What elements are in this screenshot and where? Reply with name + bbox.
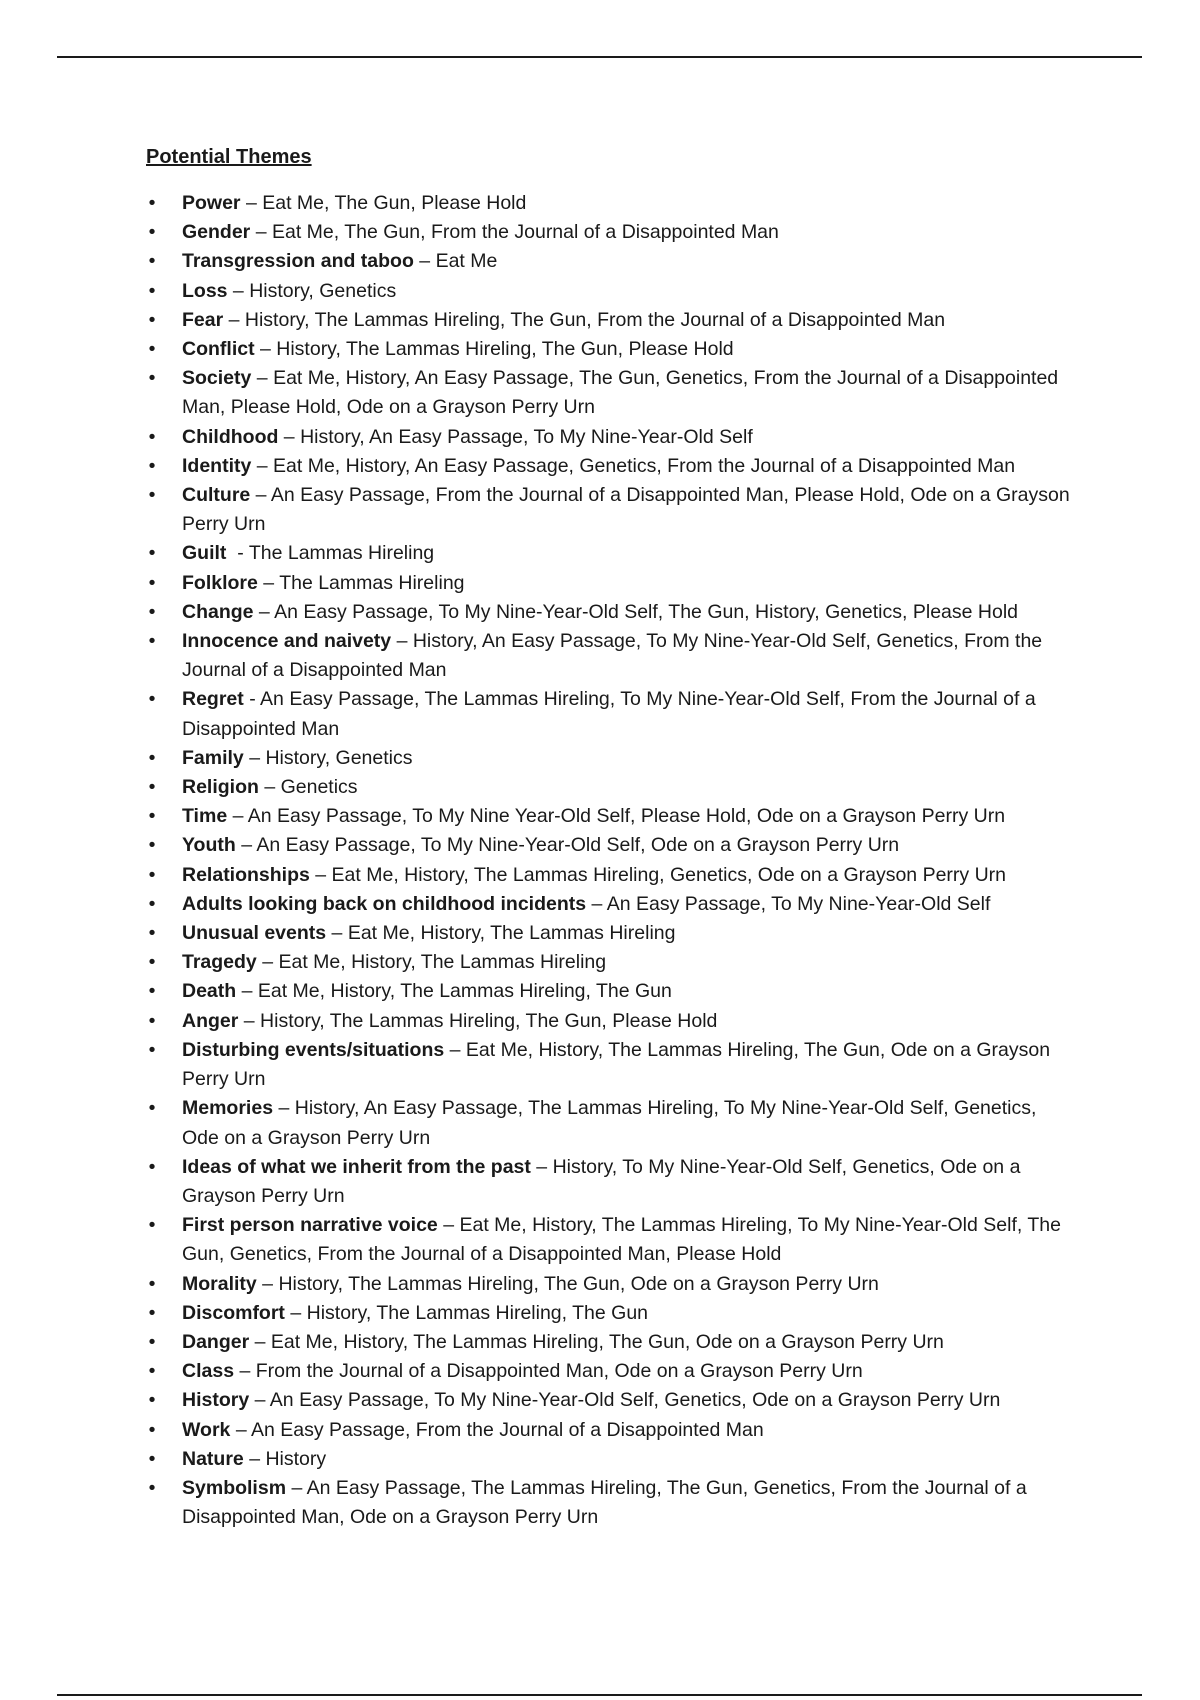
theme-separator: – [227, 279, 250, 302]
bullet-icon: • [148, 951, 156, 974]
theme-name: Work [182, 1418, 231, 1441]
bullet-icon: • [148, 776, 156, 799]
theme-name: Gender [182, 221, 251, 244]
theme-separator: - [243, 688, 261, 711]
bullet-icon: • [148, 221, 156, 244]
theme-list-item [146, 1007, 1076, 1036]
theme-texts: Eat Me, The Gun, From the Journal of a Disappointed Man [271, 221, 779, 244]
theme-texts: History, Genetics [249, 279, 397, 302]
theme-name: Disturbing events/situations [182, 1038, 445, 1061]
bullet-icon: • [148, 1155, 156, 1178]
bullet-icon: • [148, 338, 156, 361]
theme-separator: – [326, 922, 348, 945]
theme-list-item [146, 189, 1076, 218]
theme-name: Danger [182, 1330, 250, 1353]
theme-separator: – [309, 863, 332, 886]
theme-name: Ideas of what we inherit from the past [182, 1155, 531, 1178]
bullet-icon: • [148, 425, 156, 448]
header-rule [57, 56, 1142, 58]
theme-texts: History, To My Nine-Year-Old Self, Genetics, Ode on a Grayson Perry Urn [182, 1155, 1021, 1207]
theme-texts: History, The Lammas Hireling, The Gun, From the Journal of a Disappointed Man [244, 308, 946, 331]
theme-separator: – [253, 600, 275, 623]
theme-list-item [146, 1445, 1076, 1474]
theme-name: Time [182, 805, 228, 828]
document-body [146, 144, 1076, 1532]
bullet-icon: • [148, 1301, 156, 1324]
theme-name: Loss [182, 279, 228, 302]
bullet-icon: • [148, 980, 156, 1003]
theme-texts: History, Genetics [265, 746, 413, 769]
bullet-icon: • [148, 863, 156, 886]
theme-list-item [146, 1211, 1076, 1269]
theme-separator: – [437, 1214, 460, 1237]
theme-list-item [146, 1036, 1076, 1094]
theme-separator: – [586, 892, 607, 915]
theme-name: Religion [182, 776, 259, 799]
theme-name: Guilt [182, 542, 227, 565]
theme-list-item [146, 1094, 1076, 1152]
bullet-icon: • [148, 1272, 156, 1295]
theme-texts: Eat Me, The Gun, Please Hold [262, 192, 527, 214]
theme-list-item [146, 598, 1076, 627]
bullet-icon: • [148, 454, 156, 477]
theme-list-item [146, 452, 1076, 481]
theme-separator: – [444, 1038, 466, 1061]
theme-texts: History, An Easy Passage, To My Nine-Year-Old Self [300, 425, 753, 448]
theme-list-item [146, 977, 1076, 1006]
theme-list-item [146, 569, 1076, 598]
theme-separator: – [284, 1301, 307, 1324]
theme-name: Class [182, 1360, 235, 1383]
theme-texts: The Lammas Hireling [248, 542, 435, 565]
theme-name: Culture [182, 484, 251, 507]
theme-separator: – [391, 630, 413, 653]
theme-list-item [146, 277, 1076, 306]
theme-separator: – [243, 746, 266, 769]
bullet-icon: • [148, 1097, 156, 1120]
theme-separator: – [230, 1418, 252, 1441]
theme-texts: An Easy Passage, To My Nine-Year-Old Self, Ode on a Grayson Perry Urn [256, 834, 900, 857]
theme-list-item [146, 423, 1076, 452]
theme-name: Conflict [182, 338, 255, 361]
theme-texts: The Lammas Hireling [279, 571, 465, 594]
theme-list-item [146, 1386, 1076, 1415]
theme-name: Relationships [182, 863, 310, 886]
bullet-icon: • [148, 922, 156, 945]
theme-list-item [146, 831, 1076, 860]
theme-name: Identity [182, 454, 252, 477]
theme-texts: An Easy Passage, The Lammas Hireling, The Gun, Genetics, From the Journal of a Disappointed Man, Ode on a Grayson Perry Urn [182, 1476, 1027, 1529]
theme-texts: Eat Me, History, An Easy Passage, Genetics, From the Journal of a Disappointed Man [273, 454, 1016, 477]
theme-list-item [146, 1153, 1076, 1211]
theme-name: Anger [182, 1009, 239, 1032]
theme-texts: An Easy Passage, To My Nine Year-Old Self, Please Hold, Ode on a Grayson Perry Urn [247, 805, 1006, 828]
theme-name: Childhood [182, 425, 279, 448]
theme-list-item [146, 335, 1076, 364]
theme-texts: Eat Me, History, An Easy Passage, The Gun, Genetics, From the Journal of a Disappointed Man, Please Hold, Ode on a Grayson Perry Urn [182, 367, 1059, 419]
themes-list [146, 189, 1076, 1532]
bullet-icon: • [148, 630, 156, 653]
theme-separator: – [256, 951, 279, 974]
bullet-icon: • [148, 192, 156, 214]
theme-texts: Eat Me [435, 250, 498, 273]
theme-list-item [146, 685, 1076, 743]
theme-name: Fear [182, 308, 224, 331]
bullet-icon: • [148, 1330, 156, 1353]
theme-separator: – [243, 1447, 266, 1470]
theme-name: Youth [182, 834, 236, 857]
theme-separator: – [249, 1330, 271, 1353]
theme-list-item [146, 744, 1076, 773]
theme-name: Folklore [182, 571, 258, 594]
theme-name: Society [182, 367, 252, 390]
theme-name: Adults looking back on childhood incidents [182, 892, 587, 915]
bullet-icon: • [148, 1447, 156, 1470]
bullet-icon: • [148, 1038, 156, 1061]
theme-separator: – [530, 1155, 553, 1178]
theme-texts: History, The Lammas Hireling, The Gun, Please Hold [276, 338, 734, 361]
theme-list-item [146, 1328, 1076, 1357]
theme-name: Morality [182, 1272, 257, 1295]
bullet-icon: • [148, 600, 156, 623]
theme-texts: History, The Lammas Hireling, The Gun, Ode on a Grayson Perry Urn [278, 1272, 879, 1295]
theme-separator: – [250, 221, 272, 244]
theme-texts: An Easy Passage, To My Nine-Year-Old Self, Genetics, Ode on a Grayson Perry Urn [269, 1389, 1001, 1412]
theme-separator: – [238, 1009, 261, 1032]
theme-texts: Eat Me, History, The Lammas Hireling, The Gun [257, 980, 672, 1003]
theme-list-item [146, 247, 1076, 276]
bullet-icon: • [148, 367, 156, 390]
bullet-icon: • [148, 1214, 156, 1237]
theme-list-item [146, 890, 1076, 919]
theme-name: Symbolism [182, 1476, 287, 1499]
theme-separator: – [254, 338, 277, 361]
theme-list-item [146, 948, 1076, 977]
theme-separator: – [227, 805, 248, 828]
bullet-icon: • [148, 1360, 156, 1383]
theme-separator: – [257, 571, 280, 594]
theme-separator: – [249, 1389, 270, 1412]
theme-separator: – [251, 454, 274, 477]
theme-list-item [146, 1357, 1076, 1386]
bullet-icon: • [148, 892, 156, 915]
theme-texts: History, The Lammas Hireling, The Gun, Please Hold [260, 1009, 718, 1032]
theme-name: Unusual events [182, 922, 327, 945]
theme-texts: Eat Me, History, The Lammas Hireling, The Gun, Ode on a Grayson Perry Urn [270, 1330, 944, 1353]
bullet-icon: • [148, 1418, 156, 1441]
theme-separator: - [226, 542, 249, 565]
theme-separator: – [250, 484, 271, 507]
theme-texts: An Easy Passage, From the Journal of a Disappointed Man, Please Hold, Ode on a Grayson Perry Urn [182, 484, 1070, 536]
theme-separator: – [251, 367, 274, 390]
theme-separator: – [236, 980, 258, 1003]
theme-name: History [182, 1389, 250, 1412]
theme-name: Change [182, 600, 254, 623]
theme-list-item [146, 1474, 1076, 1532]
theme-separator: – [258, 776, 281, 799]
bullet-icon: • [148, 542, 156, 565]
theme-list-item [146, 861, 1076, 890]
theme-list-item [146, 306, 1076, 335]
theme-list-item [146, 1270, 1076, 1299]
theme-separator: – [256, 1272, 279, 1295]
theme-texts: An Easy Passage, The Lammas Hireling, To My Nine-Year-Old Self, From the Journal of a Disappointed Man [182, 688, 1036, 740]
footer-rule [57, 1694, 1142, 1696]
bullet-icon: • [148, 1389, 156, 1412]
bullet-icon: • [148, 308, 156, 331]
theme-name: Transgression and taboo [182, 250, 414, 273]
theme-texts: Eat Me, History, The Lammas Hireling [278, 951, 607, 974]
bullet-icon: • [148, 571, 156, 594]
page-title: Potential Themes [146, 146, 312, 168]
theme-texts: Eat Me, History, The Lammas Hireling [347, 922, 676, 945]
bullet-icon: • [148, 746, 156, 769]
theme-list-item [146, 364, 1076, 422]
theme-texts: From the Journal of a Disappointed Man, Ode on a Grayson Perry Urn [255, 1360, 863, 1383]
bullet-icon: • [148, 279, 156, 302]
theme-list-item [146, 1299, 1076, 1328]
theme-list-item [146, 218, 1076, 247]
theme-name: Memories [182, 1097, 274, 1120]
bullet-icon: • [148, 688, 156, 711]
theme-texts: Eat Me, History, The Lammas Hireling, Genetics, Ode on a Grayson Perry Urn [331, 863, 1006, 886]
theme-list-item [146, 802, 1076, 831]
theme-name: Discomfort [182, 1301, 285, 1324]
theme-separator: – [278, 425, 301, 448]
theme-texts: An Easy Passage, To My Nine-Year-Old Self, The Gun, History, Genetics, Please Hold [274, 600, 1019, 623]
theme-list-item [146, 773, 1076, 802]
theme-name: Nature [182, 1447, 244, 1470]
theme-separator: – [413, 250, 436, 273]
theme-separator: – [273, 1097, 295, 1120]
theme-texts: An Easy Passage, To My Nine-Year-Old Self [606, 892, 991, 915]
theme-list-item [146, 481, 1076, 539]
bullet-icon: • [148, 250, 156, 273]
bullet-icon: • [148, 834, 156, 857]
theme-name: Tragedy [182, 951, 257, 974]
theme-separator: – [223, 308, 245, 331]
theme-separator: – [235, 834, 257, 857]
theme-separator: – [240, 192, 263, 214]
theme-separator: – [234, 1360, 256, 1383]
theme-name: Regret [182, 688, 244, 711]
theme-name: Death [182, 980, 237, 1003]
bullet-icon: • [148, 484, 156, 507]
theme-texts: History [265, 1447, 327, 1470]
theme-list-item [146, 539, 1076, 568]
theme-name: Family [182, 746, 244, 769]
theme-name: First person narrative voice [182, 1214, 438, 1237]
theme-texts: Genetics [280, 776, 358, 799]
bullet-icon: • [148, 805, 156, 828]
theme-name: Power [182, 192, 241, 214]
theme-texts: History, An Easy Passage, The Lammas Hireling, To My Nine-Year-Old Self, Genetics, Ode on a Grayson Perry Urn [182, 1097, 1037, 1149]
theme-name: Innocence and naivety [182, 630, 392, 653]
theme-separator: – [286, 1476, 307, 1499]
bullet-icon: • [148, 1476, 156, 1499]
bullet-icon: • [148, 1009, 156, 1032]
theme-list-item [146, 627, 1076, 685]
theme-texts: History, An Easy Passage, To My Nine-Year-Old Self, Genetics, From the Journal of a Disappointed Man [182, 630, 1043, 682]
theme-texts: Eat Me, History, The Lammas Hireling, The Gun, Ode on a Grayson Perry Urn [182, 1038, 1051, 1091]
theme-texts: An Easy Passage, From the Journal of a Disappointed Man [251, 1418, 764, 1441]
theme-texts: History, The Lammas Hireling, The Gun [306, 1301, 649, 1324]
theme-texts: Eat Me, History, The Lammas Hireling, To My Nine-Year-Old Self, The Gun, Genetics, From the Journal of a Disappointed Man, Please Hold [182, 1214, 1061, 1266]
theme-list-item [146, 919, 1076, 948]
theme-list-item [146, 1416, 1076, 1445]
